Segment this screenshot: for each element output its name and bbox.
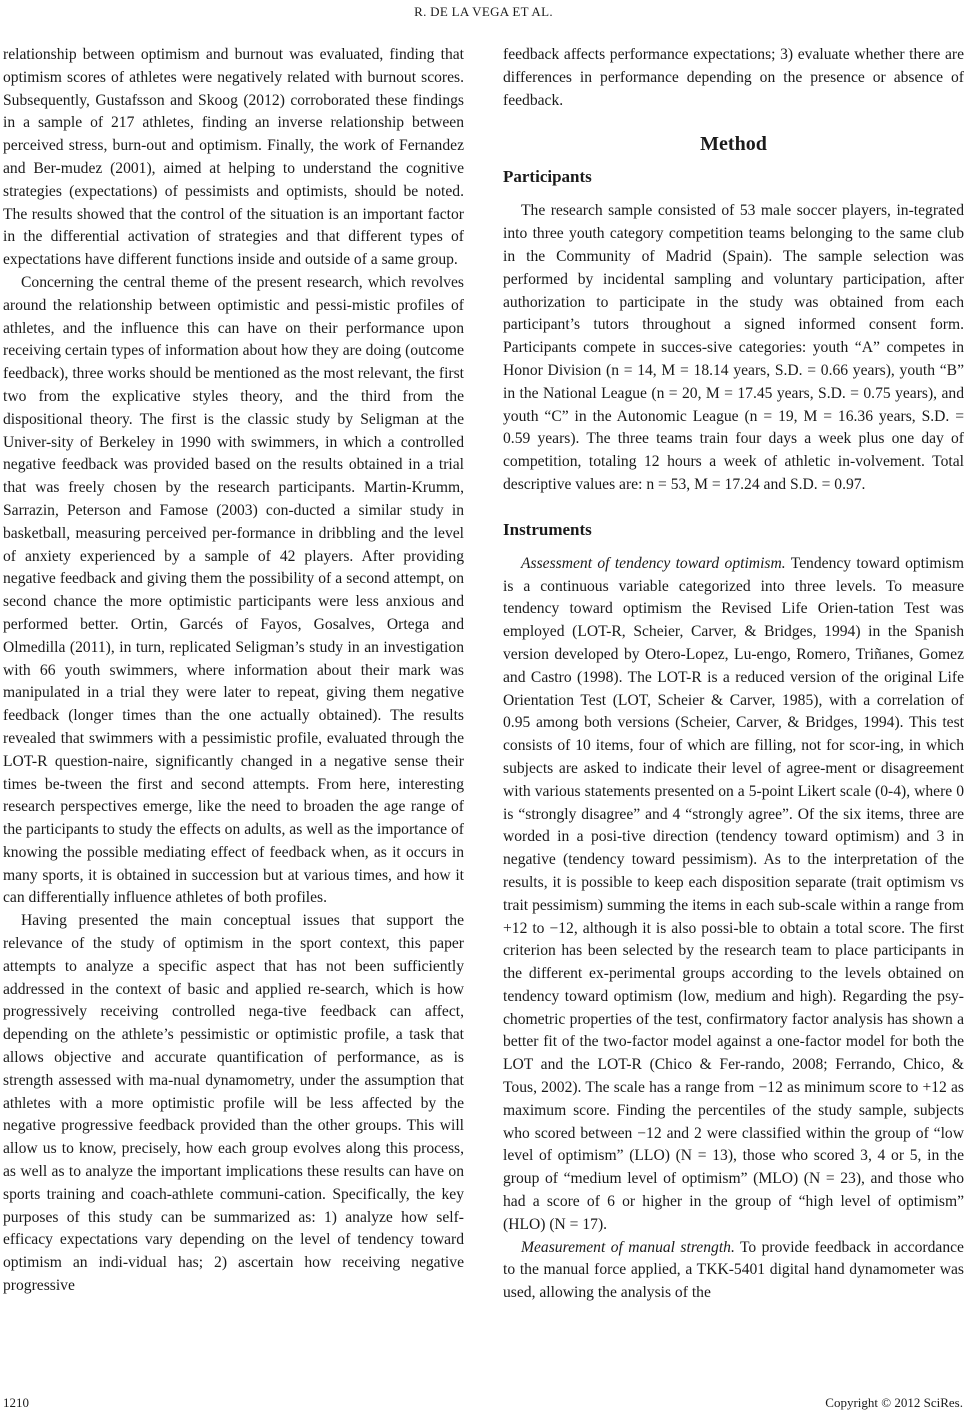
- left-paragraph-2: Concerning the central theme of the present research, which revolves around the relationship between optimistic and pessi-mistic profiles of athletes, and the influence this can have on their performance upon receiving certain types of information about how they are doing (outcome feedback), three works should be mentioned as the most relevant, the first two from the explicative styles theory, and the third from the dispositional theory. The first is the classic study by Seligman at the Univer-sity of Berkeley in 1990 with swimmers, in which a controlled negative feedback was provided based on the results obtained in a trial that was freely chosen by the research participants. Martin-Krumm, Sarrazin, Peterson and Famose (2003) con-ducted a similar study in basketball, measuring perceived per-formance in dribbling and the level of anxiety experienced by a sample of 42 players. After providing negative feedback and giving them the possibility of a second attempt, on second chance the more optimistic participants were less anxious and performed better. Ortin, Garcés of Fayos, Gosalves, Ortega and Olmedilla (2011), in turn, replicated Seligman’s study in an investigation with 66 youth swimmers, where information about their mark was manipulated in a trial they were later to repeat, giving them negative feedback (longer times than the one actually obtained). The results revealed that swimmers with a pessimistic profile, evaluated through the LOT-R question-naire, significantly changed in a negative sense their times be-tween the first and second attempts. From here, interesting research perspectives emerge, like the need to broaden the age range of the participants to study the effects on adults, as well as the importance of knowing the possible mediating effect of feedback when, as it occurs in many sports, it is obtained in succession but at various times, and how it can differentially influence athletes of both profiles.: [3, 273, 464, 907]
- strength-heading: Measurement of manual strength.: [521, 1238, 735, 1256]
- strength-paragraph: [503, 1237, 964, 1305]
- optimism-paragraph: [503, 553, 964, 1237]
- page-number: 1210: [3, 1395, 29, 1410]
- right-intro-paragraph: feedback affects performance expectations; 3) evaluate whether there are differences in performance depending on the presence or absence of feedback.: [503, 46, 964, 109]
- optimism-heading: Assessment of tendency toward optimism.: [521, 554, 786, 572]
- copyright-notice: Copyright © 2012 SciRes.: [825, 1395, 963, 1410]
- right-column: [503, 44, 964, 1305]
- optimism-text: Tendency toward optimism is a continuous variable categorized into three levels. To measure tendency toward optimism the Revised Life Orien-tation Test was employed (LOT-R, Scheier, Carver, & Bridges, 1994) in the Spanish version developed by Otero-Lopez, Lu-engo, Romero, Triñanes, Gomez and Castro (1998). The LOT-R is a reduced version of the original Life Orientation Test (LOT, Scheier & Carver, 1985), with a correlation of 0.95 among both versions (Scheier, Carver, & Bridges, 1994). This test consists of 10 items, four of which are filling, not for scor-ing, in which subjects are asked to indicate their level of agree-ment or disagreement with various statements presented on a 5-point Likert scale (0-4), where 0 is “strongly disagree” and 4 “strongly agree”. Of the six items, three are worded in a posi-tive direction (tendency toward optimism) and 3 in negative (tendency toward pessimism). As to the interpretation of the results, it is possible to keep each disposition separate (trait optimism vs trait pessimism) summing the items in each sub-scale within a range from +12 to −12, although it is also possi-ble to obtain a total score. The first criterion has been selected by the research team to place participants in the different ex-perimental groups according to the levels obtained on tendency toward optimism (low, medium and high). Regarding the psy-chometric properties of the test, confirmatory factor analysis has shown a better fit of the two-factor model against a one-factor model for both the LOT and the LOT-R (Chico & Fer-rando, 2008; Ferrando, Chico, & Tous, 2002). The scale has a range from −12 as minimum score to +12 as maximum score. Finding the percentiles of the study sample, subjects who scored between −12 and 2 were classified within the group of “low level of optimism” (LLO) (N = 13), those who scored 3, 4 or 5, in the group of “medium level of optimism” (MLO) (N = 23), and those who had a score of 6 or higher in the group of “high level of optimism” (HLO) (N = 17).: [503, 554, 964, 1233]
- strength-text: To provide feedback in accordance to the manual force applied, a TKK-5401 digital hand dynamometer was used, allowing the analysis of the: [503, 1238, 964, 1302]
- left-column: [3, 44, 464, 1298]
- left-paragraph-1: relationship between optimism and burnout was evaluated, finding that optimism scores of athletes were negatively related with burnout scores. Subsequently, Gustafsson and Skoog (2012) corroborated these findings in a sample of 217 athletes, finding an inverse relationship between perceived stress, burn-out and optimism. Finally, the work of Fernandez and Ber-mudez (2001), aimed at helping to understand the cognitive strategies (expectations) of pessimists and optimists, should be noted. The results showed that the control of the situation is an important factor in the differential activation of strategies and that different types of expectations have different functions inside and outside of a same group.: [3, 46, 464, 269]
- left-paragraph-3: Having presented the main conceptual issues that support the relevance of the study of optimism in the sport context, this paper attempts to analyze a specific aspect that has not been sufficiently addressed in the context of basic and applied re-search, which is how progressively receiving controlled nega-tive feedback can affect, depending on the athlete’s pessimistic or optimistic profile, a task that allows objective and accurate quantification of performance, as is strength assessed with ma-nual dynamometry, under the assumption that athletes with a more optimistic profile will be less affected by the negative progressive feedback provided than the other groups. This will allow us to know, precisely, how each group evolves along this process, as well as to analyze the important implications these results can have on sports training and coach-athlete communi-cation. Specifically, the key purposes of this study can be summarized as: 1) analyze how self-efficacy expectations vary depending on the level of tendency toward optimism an indi-vidual has; 2) ascertain how receiving negative progressive: [3, 912, 464, 1295]
- running-head: R. DE LA VEGA ET AL.: [414, 4, 553, 19]
- method-section-title: Method: [700, 133, 767, 156]
- instruments-subtitle: Instruments: [503, 519, 592, 539]
- participants-subtitle: Participants: [503, 167, 592, 187]
- participants-paragraph: The research sample consisted of 53 male soccer players, in-tegrated into three youth category competition teams belonging to the same club in the Community of Madrid (Spain). The sample selection was performed by incidental sampling and voluntary participation, after authorization to participate in the study was obtained from each participant’s tutors throughout a signed informed consent form. Participants compete in succes-sive categories: youth “A” competes in Honor Division (n = 14, M = 18.14 years, S.D. = 0.66 years), youth “B” in the National League (n = 20, M = 17.45 years, S.D. = 0.75 years), and youth “C” in the Autonomic League (n = 19, M = 16.36 years, S.D. = 0.59 years). The three teams train four days a week plus one day of competition, totaling 12 hours a week of athletic in-volvement. Total descriptive values are: n = 53, M = 17.24 and S.D. = 0.97.: [503, 202, 964, 493]
